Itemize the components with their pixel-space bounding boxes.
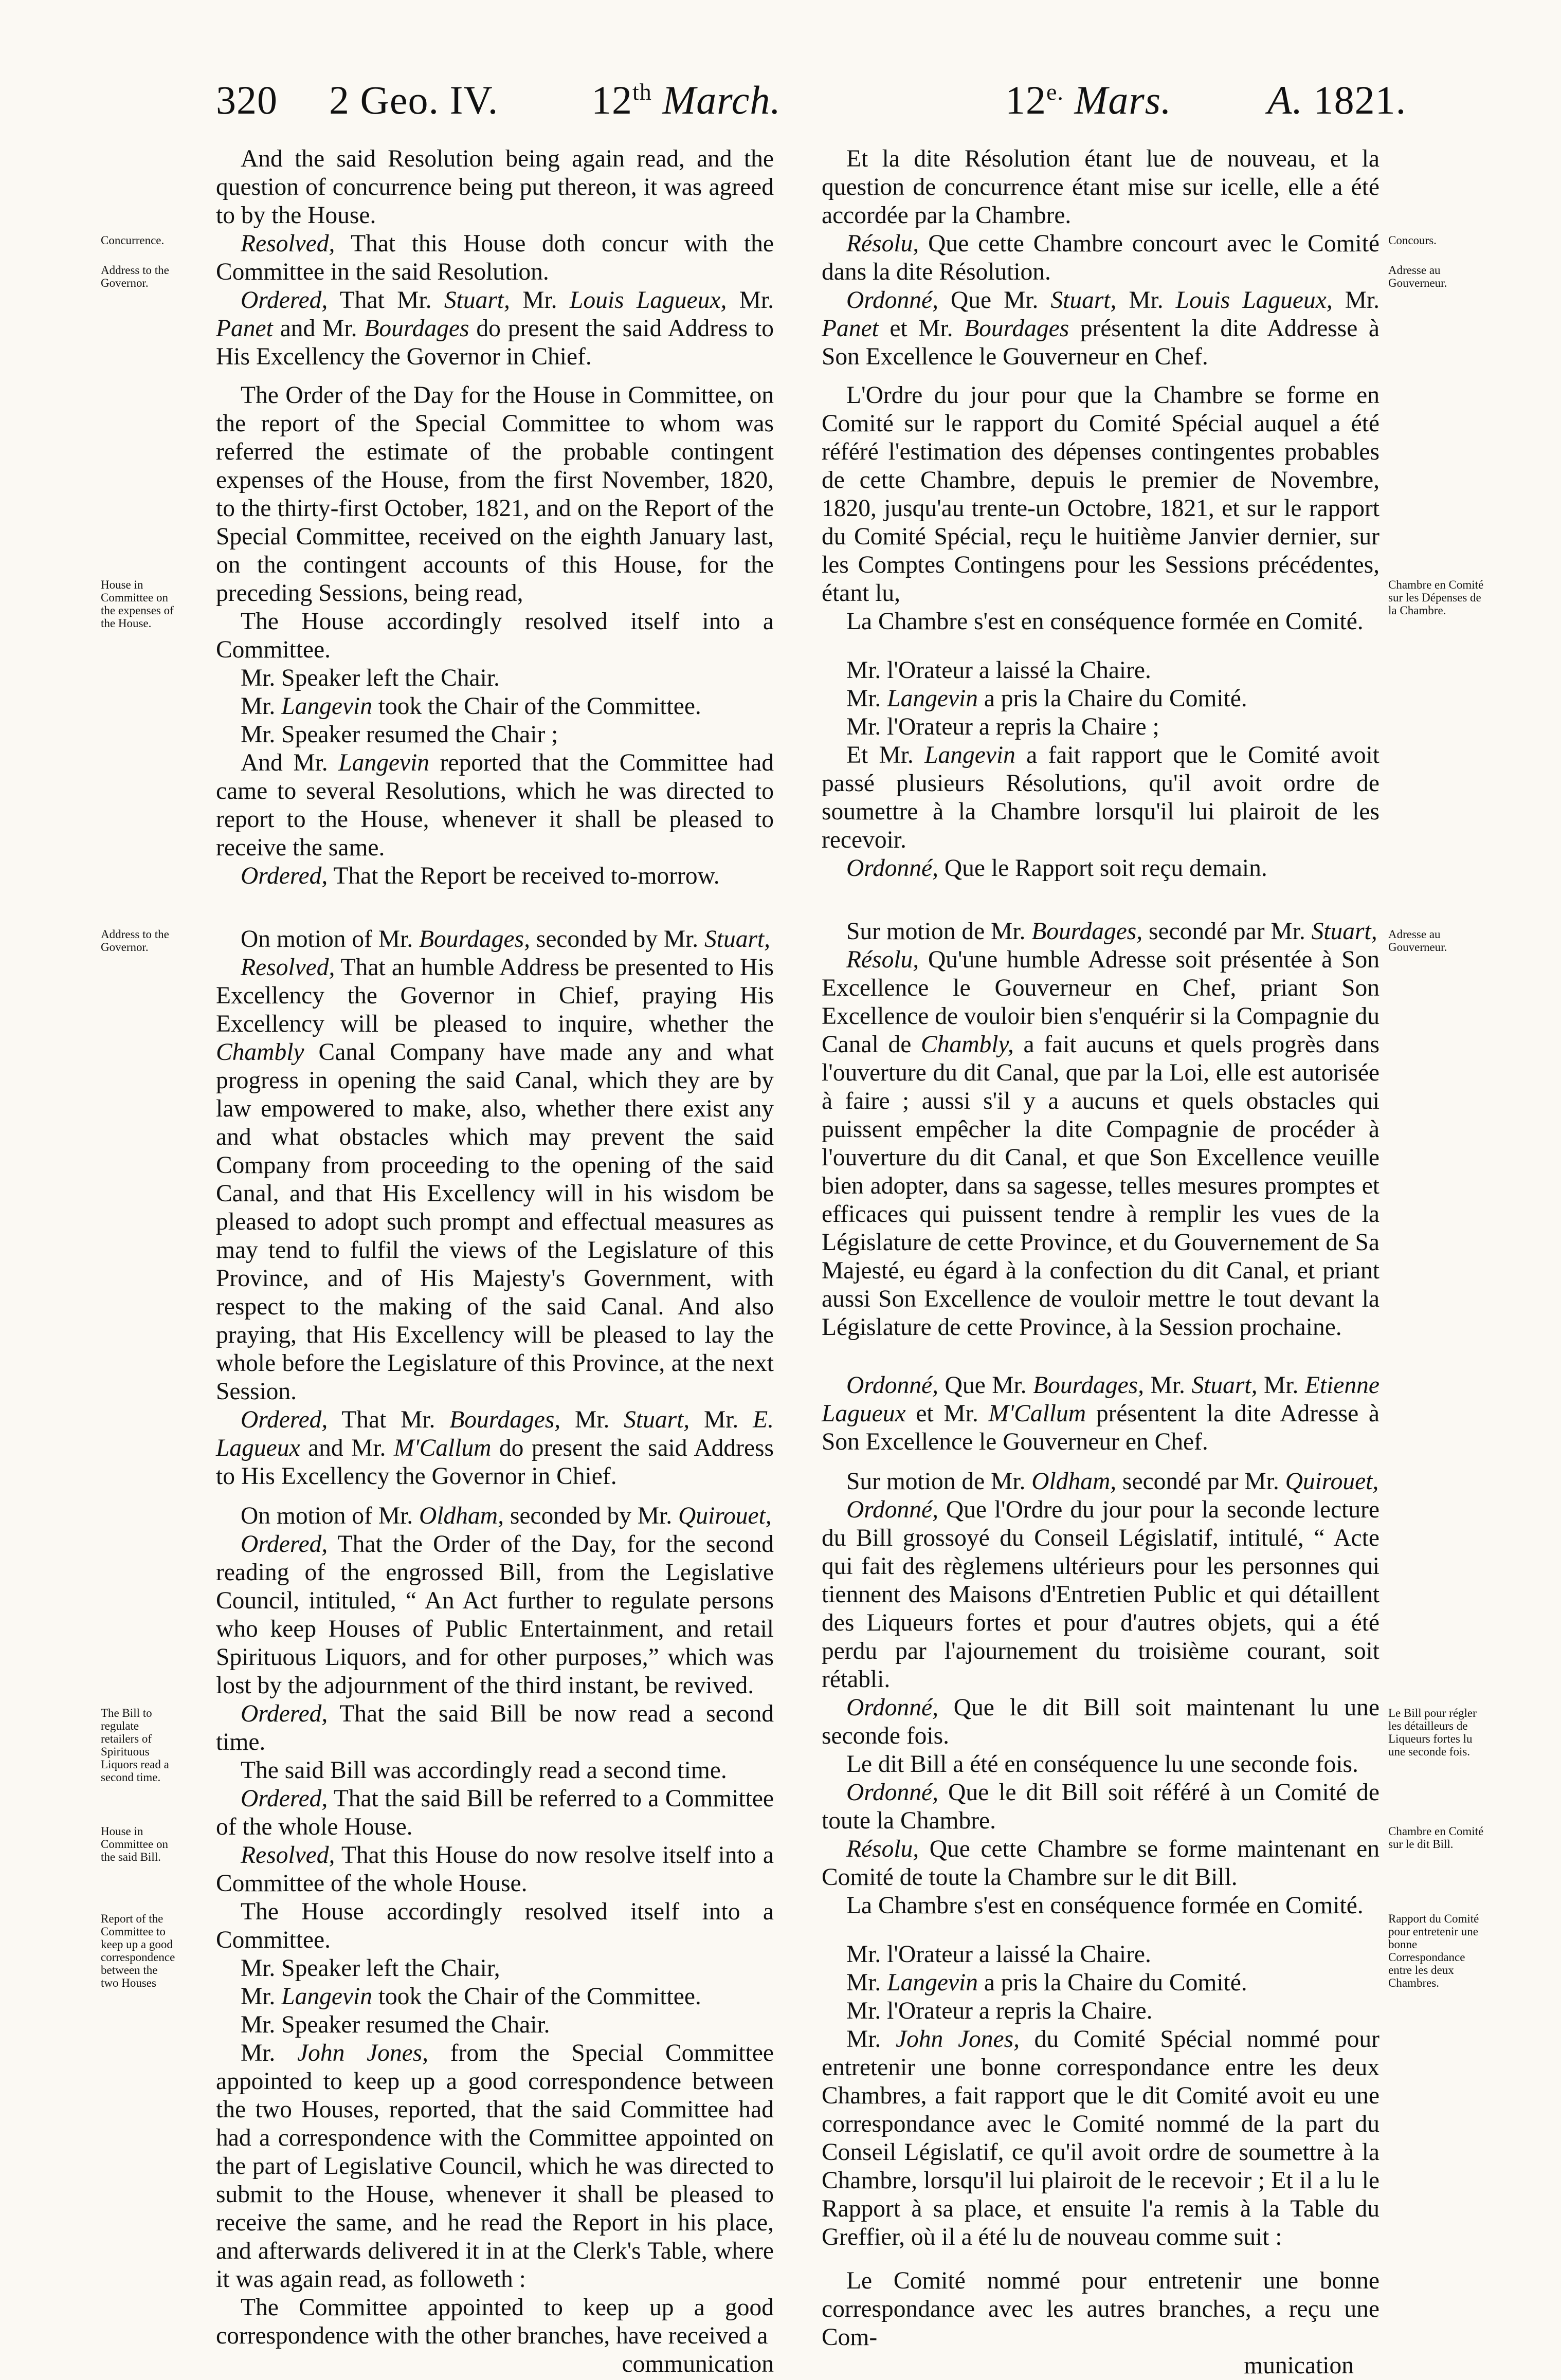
regnal-year: 2 Geo. IV.: [329, 78, 499, 122]
paragraph: Sur motion de Mr. Bourdages, secondé par Mr. Stuart,: [846, 918, 1377, 945]
paragraph: The Committee appointed to keep up a good correspondence with the other branches, have received a: [216, 2294, 774, 2349]
paragraph: Mr. l'Orateur a repris la Chaire.: [846, 1998, 1153, 2024]
paragraph: Mr. l'Orateur a laissé la Chaire.: [846, 1941, 1151, 1968]
paragraph: The said Bill was accordingly read a second time.: [241, 1757, 727, 1784]
paragraph: Ordonné, Que le dit Bill soit maintenant lu une seconde fois.: [822, 1694, 1380, 1749]
year: A. 1821.: [1267, 78, 1407, 122]
paragraph: L'Ordre du jour pour que la Chambre se forme en Comité sur le rapport du Comité Spécial auquel a été référé l'estimation des dépenses contingentes probables de cette Chambre, depuis le premier de Novembre, 1820, jusqu'au trente-un Octobre, 1821, et sur le rapport du Comité Spécial, reçu le huitième Janvier dernier, sur les Comptes Contingens pour les Sessions précédentes, étant lu,: [822, 382, 1380, 607]
paragraph: Ordered, That the said Bill be now read a second time.: [216, 1700, 774, 1755]
paragraph: Sur motion de Mr. Oldham, secondé par Mr. Quirouet,: [846, 1468, 1379, 1495]
paragraph: Mr. Langevin took the Chair of the Committee.: [241, 693, 701, 720]
paragraph: And the said Resolution being again read, and the question of concurrence being put thereon, it was agreed to by the House.: [216, 145, 774, 229]
paragraph: The House accordingly resolved itself into a Committee.: [216, 608, 774, 663]
paragraph: Mr. John Jones, du Comité Spécial nommé pour entretenir une bonne correspondance entre les deux Chambres, a fait rapport que le dit Comité avoit eu une correspondance avec le Comité nommé de la part du Conseil Législatif, ce qu'il avoit ordre de soumettre à la Chambre, lorsqu'il lui plairoit de le recevoir ; Et il a lu le Rapport à sa place, et ensuite l'a remis à la Table du Greffier, où il a été lu de nouveau comme suit :: [822, 2026, 1380, 2250]
paragraph: Mr. Speaker resumed the Chair ;: [241, 721, 558, 748]
paragraph: Ordonné, Que Mr. Stuart, Mr. Louis Lagueux, Mr. Panet et Mr. Bourdages présentent la dite Addresse à Son Excellence le Gouverneur en Chef.: [822, 287, 1380, 370]
paragraph: Ordonné, Que Mr. Bourdages, Mr. Stuart, Mr. Etienne Lagueux et Mr. M'Callum présentent la dite Adresse à Son Excellence le Gouverneur en Chef.: [822, 1372, 1380, 1455]
paragraph: Le Comité nommé pour entretenir une bonne correspondance avec les autres branches, a reçu une Com-: [822, 2267, 1380, 2351]
margin-note-report: Report of the Committee to keep up a good correspondence between the two Houses: [101, 1912, 175, 1989]
date-english: 12th March.: [591, 78, 781, 122]
paragraph: On motion of Mr. Oldham, seconded by Mr. Quirouet,: [241, 1503, 772, 1529]
paragraph: Résolu, Que cette Chambre concourt avec le Comité dans la dite Résolution.: [822, 230, 1380, 285]
paragraph: Resolved, That an humble Address be presented to His Excellency the Governor in Chief, praying His Excellency will be pleased to inquire, whether the Chambly Canal Company have made any and what progress in opening the said Canal, which they are by law empowered to make, also, whether there exist any and what obstacles which may prevent the said Company from proceeding to the opening of the said Canal, and that His Excellency will in his wisdom be pleased to adopt such prompt and effectual measures as may tend to fulfil the views of the Legislature of this Province, and of His Majesty's Government, with respect to the making of the said Canal. And also praying, that His Excellency will be pleased to lay the whole before the Legislature of this Province, at the next Session.: [216, 954, 774, 1405]
paragraph: Mr. Langevin a pris la Chaire du Comité.: [846, 685, 1247, 712]
margin-note-bill: The Bill to regulate retailers of Spirituous Liquors read a second time.: [101, 1707, 169, 1784]
english-column: [216, 145, 774, 2378]
margin-note-house-committee: House in Committee on the expenses of the House.: [101, 578, 174, 630]
margin-note-bill-fr: Le Bill pour régler les détailleurs de Liqueurs fortes lu une seconde fois.: [1388, 1707, 1477, 1758]
paragraph: Ordered, That the Order of the Day, for the second reading of the engrossed Bill, from the Legislative Council, intituled, “ An Act further to regulate persons who keep Houses of Public Entertainment, and retail Spirituous Liquors, and for other purposes,” which was lost by the adjournment of the third instant, be revived.: [216, 1531, 774, 1699]
paragraph: Ordonné, Que le dit Bill soit référé à un Comité de toute la Chambre.: [822, 1779, 1380, 1834]
paragraph: On motion of Mr. Bourdages, seconded by Mr. Stuart,: [241, 926, 771, 953]
paragraph: Ordonné, Que l'Ordre du jour pour la seconde lecture du Bill grossoyé du Conseil Législatif, intitulé, “ Acte qui fait des règlemens ultérieurs pour les personnes qui tiennent des Maisons d'Entretien Public et qui détaillent des Liqueurs fortes et pour d'autres objets, qui a été perdu par l'ajournement du troisième courant, soit rétabli.: [822, 1496, 1380, 1693]
margin-note-concurrence: Concurrence.: [101, 234, 165, 247]
paragraph: Mr. Speaker left the Chair,: [241, 1955, 500, 1982]
paragraph: Mr. Langevin a pris la Chaire du Comité.: [846, 1969, 1247, 1996]
paragraph: La Chambre s'est en conséquence formée en Comité.: [846, 608, 1364, 635]
paragraph: And Mr. Langevin reported that the Committee had came to several Resolutions, which he was directed to report to the House, whenever it shall be pleased to receive the same.: [216, 749, 774, 861]
margin-note-address-2: Address to the Governor.: [101, 928, 169, 954]
page-number: 320: [216, 78, 278, 122]
paragraph: Mr. Speaker resumed the Chair.: [241, 2011, 550, 2038]
date-french: $12^{e.}$ Mars.: [1005, 78, 1172, 122]
margin-note-rapport: Rapport du Comité pour entretenir une bonne Correspondance entre les deux Chambres.: [1388, 1912, 1479, 1989]
french-column: [822, 145, 1380, 2380]
catchword: communication: [622, 2351, 774, 2377]
paragraph: Mr. Langevin took the Chair of the Committee.: [241, 1983, 701, 2010]
paragraph: Ordered, That the said Bill be referred to a Committee of the whole House.: [216, 1785, 774, 1840]
paragraph: Le dit Bill a été en conséquence lu une seconde fois.: [846, 1751, 1358, 1778]
paragraph: Resolved, That this House do now resolve itself into a Committee of the whole House.: [216, 1842, 774, 1897]
margin-note-adresse: Adresse au Gouverneur.: [1388, 264, 1447, 289]
margin-note-house-committee-bill: House in Committee on the said Bill.: [101, 1825, 168, 1863]
paragraph: Ordered, That Mr. Stuart, Mr. Louis Lagueux, Mr. Panet and Mr. Bourdages do present the said Address to His Excellency the Governor in Chief.: [216, 287, 774, 370]
paragraph: Mr. Speaker left the Chair.: [241, 665, 500, 691]
margin-note-chambre-comite: Chambre en Comité sur les Dépenses de la Chambre.: [1388, 578, 1484, 617]
margin-note-chambre-comite-bill: Chambre en Comité sur le dit Bill.: [1388, 1825, 1484, 1851]
paragraph: Mr. John Jones, from the Special Committee appointed to keep up a good correspondence between the two Houses, reported, that the said Committee had had a correspondence with the Committee appointed on the part of Legislative Council, which he was directed to submit to the House, whenever it shall be pleased to receive the same, and he read the Report in his place, and afterwards delivered it in at the Clerk's Table, where it was again read, as followeth :: [216, 2040, 774, 2293]
catchword: munication: [1244, 2352, 1354, 2379]
margin-note-concours: Concours.: [1388, 234, 1437, 247]
paragraph: Mr. l'Orateur a laissé la Chaire.: [846, 657, 1151, 684]
paragraph: Ordered, That Mr. Bourdages, Mr. Stuart, Mr. E. Lagueux and Mr. M'Callum do present the said Address to His Excellency the Governor in Chief.: [216, 1406, 774, 1490]
paragraph: La Chambre s'est en conséquence formée en Comité.: [846, 1892, 1364, 1919]
margin-note-address: Address to the Governor.: [101, 264, 169, 289]
paragraph: Ordonné, Que le Rapport soit reçu demain.: [846, 855, 1267, 882]
paragraph: The Order of the Day for the House in Committee, on the report of the Special Committee to whom was referred the estimate of the probable contingent expenses of the House, from the first November, 1820, to the thirty-first October, 1821, and on the Report of the Special Committee, received on the eighth January last, on the contingent accounts of this House, for the preceding Sessions, being read,: [216, 382, 774, 607]
paragraph: Mr. l'Orateur a repris la Chaire ;: [846, 713, 1159, 740]
margin-note-adresse-2: Adresse au Gouverneur.: [1388, 928, 1447, 954]
paragraph: Resolved, That this House doth concur with the Committee in the said Resolution.: [216, 230, 774, 285]
paragraph: Ordered, That the Report be received to-morrow.: [241, 863, 720, 889]
paragraph: The House accordingly resolved itself into a Committee.: [216, 1898, 774, 1953]
paragraph: Et la dite Résolution étant lue de nouveau, et la question de concurrence étant mise sur icelle, elle a été accordée par la Chambre.: [822, 145, 1380, 229]
paragraph: Résolu, Que cette Chambre se forme maintenant en Comité de toute la Chambre sur le dit Bill.: [822, 1836, 1380, 1891]
paragraph: Résolu, Qu'une humble Adresse soit présentée à Son Excellence le Gouverneur en Chef, priant Son Excellence de vouloir bien s'enquérir si la Compagnie du Canal de Chambly, a fait aucuns et quels progrès dans l'ouverture du dit Canal, que par la Loi, elle est autorisée à faire ; aussi s'il y a aucuns et quels obstacles qui puissent empêcher la dite Compagnie de procéder à l'ouverture du dit Canal, et que Son Excellence veuille bien adopter, dans sa sagesse, telles mesures promptes et efficaces qui puissent tendre à remplir les vues de la Législature de cette Province, et du Gouvernement de Sa Majesté, eu égard à la confection du dit Canal, et priant aussi Son Excellence de vouloir mettre le tout devant la Législature de cette Province, à la Session prochaine.: [822, 946, 1380, 1341]
paragraph: Et Mr. Langevin a fait rapport que le Comité avoit passé plusieurs Résolutions, qu'il avoit ordre de soumettre à la Chambre lorsqu'il lui plairoit de les recevoir.: [822, 742, 1380, 853]
